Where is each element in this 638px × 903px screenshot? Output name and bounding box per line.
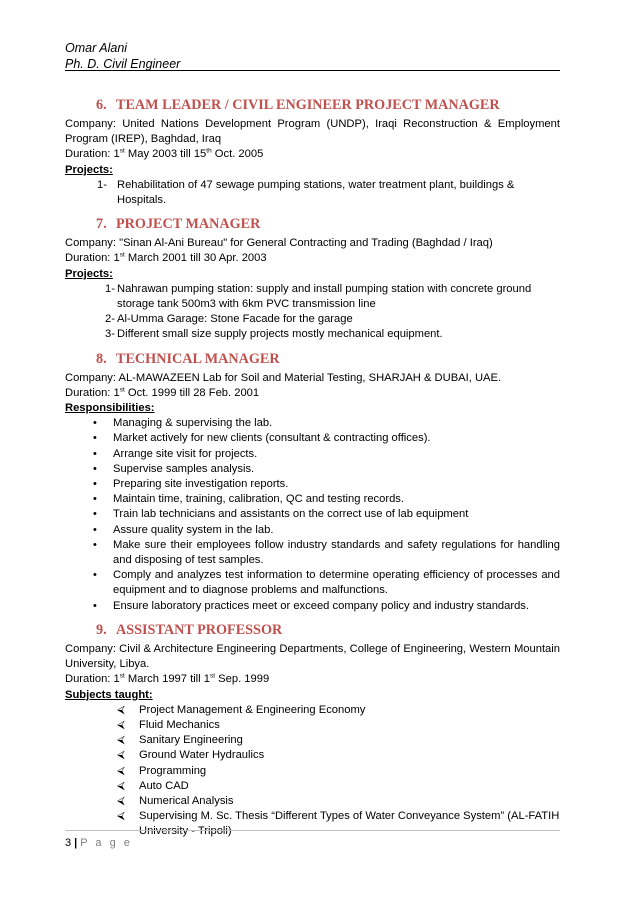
subjects-list <box>65 703 560 840</box>
list-item: • Comply and analyzes test information to determine operating efficiency of processes and equipment and to diagnose problems and malfunctions. <box>93 569 560 597</box>
arrow-bullet-icon: ⮘ <box>117 749 125 762</box>
list-item: ⮘ Fluid Mechanics <box>65 718 560 733</box>
arrow-bullet-icon: ⮘ <box>117 794 125 807</box>
section-title: 8. TECHNICAL MANAGER <box>96 350 280 367</box>
list-item: • Arrange site visit for projects. <box>65 447 560 462</box>
document-body <box>65 96 560 840</box>
list-item: • Assure quality system in the lab. <box>65 523 560 538</box>
list-label: Projects: <box>65 163 113 176</box>
bullet-icon: • <box>93 508 97 521</box>
bullet-icon: • <box>93 569 97 582</box>
bullet-icon: • <box>93 493 97 506</box>
section-assistant-professor <box>65 621 560 840</box>
list-item: • Make sure their employees follow industry standards and safety regulations for handling and disposing of test samples. <box>93 538 560 567</box>
header-title: Ph. D. Civil Engineer <box>65 57 181 71</box>
page-header <box>65 40 560 72</box>
project-list <box>65 178 560 208</box>
section-technical-manager <box>65 350 560 614</box>
list-item: • Managing & supervising the lab. <box>65 416 560 431</box>
list-item: • Ensure laboratory practices meet or exceed company policy and industry standards. <box>65 599 560 614</box>
section-team-leader <box>65 96 560 208</box>
company-line: Company: United Nations Development Program (UNDP), Iraqi Reconstruction & Employment Program (IREP), Baghdad, Iraq <box>65 118 560 146</box>
list-item: ⮘ Programming <box>65 764 560 779</box>
list-label: Projects: <box>65 267 113 280</box>
list-item: ⮘ Auto CAD <box>65 779 560 794</box>
list-label: Responsibilities: <box>65 402 155 415</box>
duration-line: Duration: 1st March 1997 till 1st Sep. 1999 <box>65 672 270 686</box>
section-title: 7. PROJECT MANAGER <box>96 216 261 233</box>
list-item: ⮘ Supervising M. Sc. Thesis “Different Types of Water Conveyance System” (AL-FATIH University - Tripoli) <box>117 810 560 838</box>
list-item: ⮘ Ground Water Hydraulics <box>65 748 560 763</box>
bullet-icon: • <box>93 523 97 536</box>
duration-line: Duration: 1st May 2003 till 15th Oct. 2005 <box>65 147 264 161</box>
list-item: • Train lab technicians and assistants on the correct use of lab equipment <box>65 507 560 522</box>
list-item: • Market actively for new clients (consultant & contracting offices). <box>65 431 560 446</box>
duration-line: Duration: 1st Oct. 1999 till 28 Feb. 2001 <box>65 386 260 399</box>
bullet-icon: • <box>93 447 97 460</box>
arrow-bullet-icon: ⮘ <box>117 718 125 731</box>
page-footer <box>65 836 132 850</box>
arrow-bullet-icon: ⮘ <box>117 703 125 716</box>
list-item: • Supervise samples analysis. <box>65 462 560 477</box>
header-divider <box>65 70 560 71</box>
bullet-icon: • <box>93 432 97 445</box>
list-label: Subjects taught: <box>65 688 153 701</box>
list-item: • Preparing site investigation reports. <box>65 477 560 492</box>
list-item: 2- Al-Umma Garage: Stone Facade for the garage <box>105 313 353 326</box>
list-item: ⮘ Numerical Analysis <box>65 794 560 809</box>
page-separator: | <box>74 837 78 849</box>
list-item: 1- Nahrawan pumping station: supply and install pumping station with concrete ground storage tank 500m3 with 6km PVC transmission line <box>105 282 532 311</box>
section-title: 6. TEAM LEADER / CIVIL ENGINEER PROJECT MANAGER <box>96 97 500 113</box>
list-item: • Maintain time, training, calibration, QC and testing records. <box>65 492 560 507</box>
footer-divider <box>65 830 560 831</box>
list-item: ⮘ Project Management & Engineering Economy <box>65 703 560 718</box>
section-title: 9. ASSISTANT PROFESSOR <box>96 621 283 638</box>
company-line: Company: Civil & Architecture Engineering Departments, College of Engineering, Western Mountain University, Libya. <box>65 642 560 671</box>
company-line: Company: AL-MAWAZEEN Lab for Soil and Material Testing, SHARJAH & DUBAI, UAE. <box>65 371 502 384</box>
page-number: 3 <box>65 837 72 849</box>
list-item: 1- Rehabilitation of 47 sewage pumping stations, water treatment plant, buildings & Hospitals. <box>97 178 515 207</box>
company-line: Company: "Sinan Al-Ani Bureau" for General Contracting and Trading (Baghdad / Iraq) <box>65 237 493 250</box>
bullet-icon: • <box>93 599 97 612</box>
header-name: Omar Alani <box>65 41 128 55</box>
section-project-manager <box>65 215 560 342</box>
project-list <box>65 282 560 343</box>
arrow-bullet-icon: ⮘ <box>117 734 125 747</box>
arrow-bullet-icon: ⮘ <box>117 779 125 792</box>
bullet-icon: • <box>93 538 97 551</box>
bullet-icon: • <box>93 417 97 430</box>
arrow-bullet-icon: ⮘ <box>117 764 125 777</box>
responsibilities-list <box>65 416 560 614</box>
bullet-icon: • <box>93 462 97 475</box>
list-item: 3- Different small size supply projects mostly mechanical equipment. <box>105 328 443 341</box>
list-item: ⮘ Sanitary Engineering <box>65 733 560 748</box>
bullet-icon: • <box>93 478 97 491</box>
page-word: P a g e <box>80 837 133 849</box>
arrow-bullet-icon: ⮘ <box>117 810 125 823</box>
duration-line: Duration: 1st March 2001 till 30 Apr. 2003 <box>65 251 267 265</box>
